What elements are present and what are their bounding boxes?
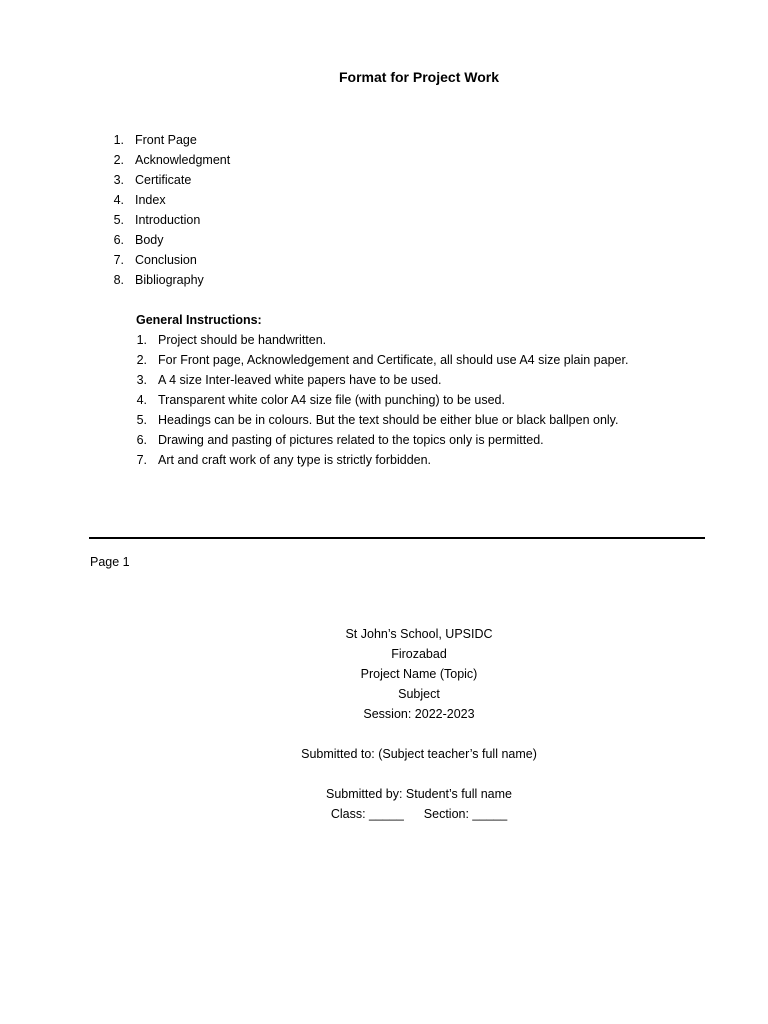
general-instructions-list: [123, 330, 628, 470]
submitted-to-line: Submitted to: (Subject teacher’s full name): [301, 747, 537, 761]
school-name: St John’s School, UPSIDC: [345, 627, 493, 641]
list-item: 2. Acknowledgment: [113, 153, 231, 167]
subject-line: Subject: [398, 687, 440, 701]
list-item: 1. Project should be handwritten.: [136, 333, 327, 347]
list-item: 8. Bibliography: [113, 273, 204, 287]
list-item: 3. Certificate: [113, 173, 192, 187]
city-name: Firozabad: [391, 647, 447, 661]
document-title: Format for Project Work: [339, 69, 499, 85]
submitted-by-line: Submitted by: Student’s full name: [326, 787, 512, 801]
list-item: 7. Conclusion: [113, 253, 197, 267]
list-item: 2. For Front page, Acknowledgement and Certificate, all should use A4 size plain paper.: [136, 353, 629, 367]
list-item: 4. Index: [113, 193, 166, 207]
list-item: 5. Introduction: [113, 213, 201, 227]
list-item: 3. A 4 size Inter-leaved white papers have to be used.: [136, 373, 442, 387]
list-item: 5. Headings can be in colours. But the text should be either blue or black ballpen only.: [136, 413, 619, 427]
spacer: [219, 724, 619, 744]
cover-page-block: [219, 624, 619, 824]
section-label: Section: _____: [423, 807, 508, 821]
list-item: 7. Art and craft work of any type is strictly forbidden.: [136, 453, 432, 467]
session-line: Session: 2022-2023: [363, 707, 475, 721]
page-divider: [89, 537, 705, 539]
project-name: Project Name (Topic): [360, 667, 478, 681]
class-label: Class: _____: [330, 807, 404, 821]
page-number-label: Page 1: [90, 555, 130, 569]
list-item: 4. Transparent white color A4 size file (with punching) to be used.: [136, 393, 505, 407]
list-item: 6. Drawing and pasting of pictures related to the topics only is permitted.: [136, 433, 544, 447]
list-item: 6. Body: [113, 233, 164, 247]
list-item: 1. Front Page: [113, 133, 197, 147]
format-list: [100, 130, 230, 290]
spacer: [219, 764, 619, 784]
class-section-line: [219, 804, 619, 824]
general-instructions-heading: General Instructions:: [136, 313, 262, 327]
